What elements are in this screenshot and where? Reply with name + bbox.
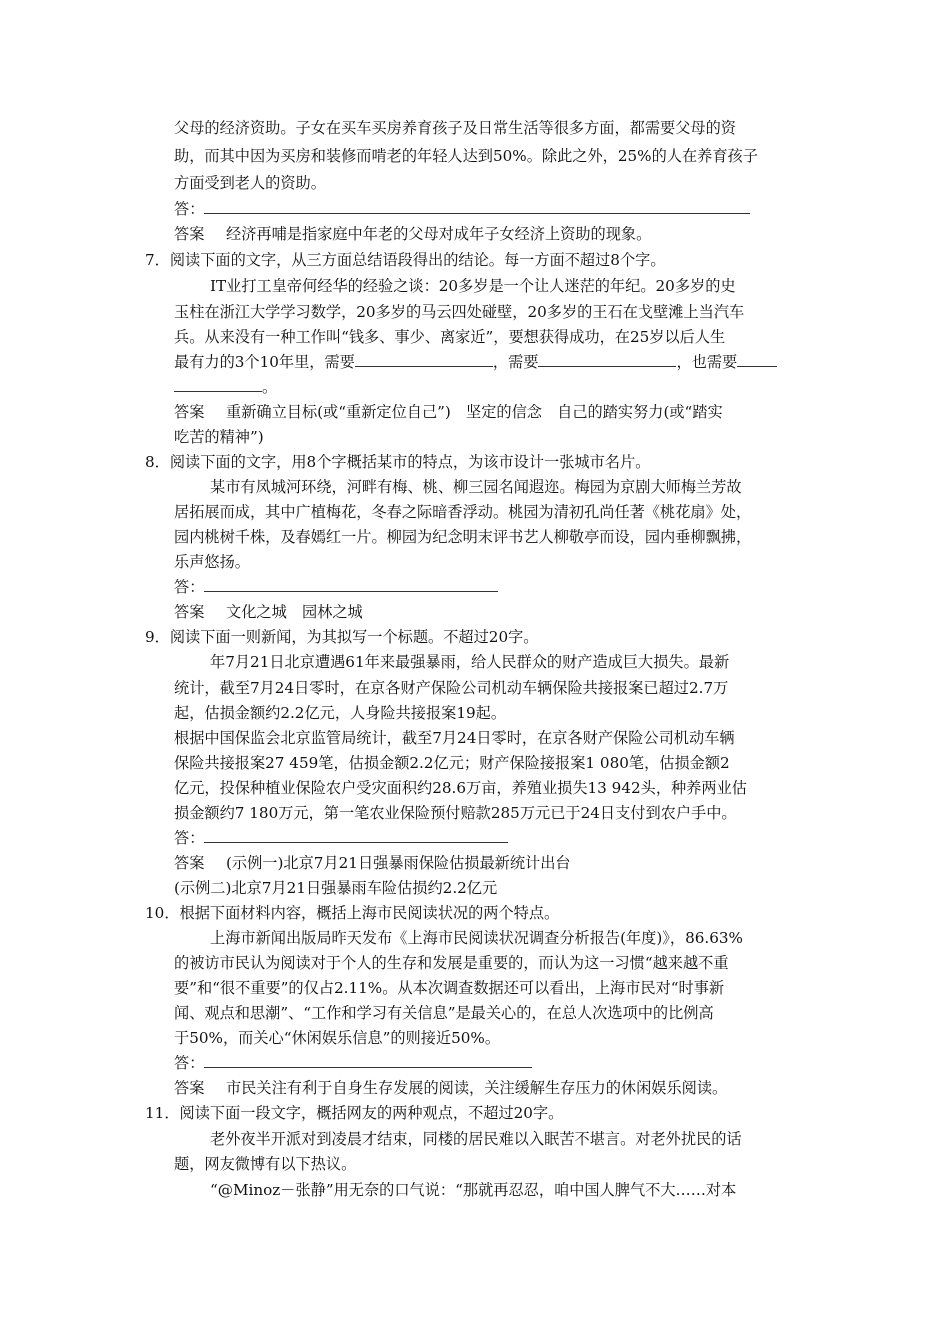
passage-text: ，需要 (492, 353, 539, 371)
answer-prompt-line (174, 826, 508, 850)
passage-line: “@Minoz－张静”用无奈的口气说：“那就再忍忍，咱中国人脾气不大……对本 (210, 1181, 737, 1199)
passage-text: 最有力的3个10年里，需要 (174, 353, 355, 371)
passage-line: 根据中国保监会北京监管局统计，截至7月24日零时，在京各财产保险公司机动车辆 (174, 729, 735, 747)
fill-blank-1[interactable] (355, 352, 493, 367)
passage-line: 亿元，投保种植业保险农户受灾面积约28.6万亩，养殖业损失13 942头，种养两业估 (174, 779, 747, 797)
passage-line: IT业打工皇帝何经华的经验之谈：20多岁是一个让人迷茫的年纪。20多岁的史 (210, 277, 736, 295)
passage-line: 题，网友微博有以下热议。 (174, 1155, 357, 1173)
answer-line (174, 600, 363, 624)
answer-prompt-line (174, 575, 498, 599)
passage-line: 居拓展而成，其中广植梅花，冬春之际暗香浮动。桃园为清初孔尚任著《桃花扇》处， (174, 503, 752, 521)
passage-line: 上海市新闻出版局昨天发布《上海市民阅读状况调查分析报告(年度)》，86.63% (210, 929, 743, 947)
answer-label: 答案 (174, 603, 205, 621)
answer-prompt: 答： (174, 578, 205, 596)
answer-label: 答案 (174, 403, 205, 421)
answer-blank[interactable] (204, 577, 498, 592)
paragraph-line: 父母的经济资助。子女在买车买房养育孩子及日常生活等很多方面，都需要父母的资 (174, 119, 736, 137)
question-7: 7．阅读下面的文字，从三方面总结语段得出的结论。每一方面不超过8个字。 (145, 251, 666, 269)
answer-blank[interactable] (204, 1053, 532, 1068)
paragraph-line: 方面受到老人的资助。 (174, 174, 326, 192)
passage-text: 。 (262, 378, 278, 396)
passage-line: 乐声悠扬。 (174, 553, 250, 571)
passage-line: 统计，截至7月24日零时，在京各财产保险公司机动车辆保险共接报案已超过2.7万 (174, 679, 729, 697)
paragraph-line: 助，而其中因为买房和装修而啃老的年轻人达到50%。除此之外，25%的人在养育孩子 (174, 147, 758, 165)
answer-line (174, 851, 571, 875)
answer-prompt-line (174, 1051, 532, 1075)
answer-blank[interactable] (204, 828, 508, 843)
fill-blank-3a[interactable] (737, 352, 777, 367)
answer-line (174, 400, 723, 424)
answer-line: (示例二)北京7月21日强暴雨车险估损约2.2亿元 (174, 879, 498, 897)
question-10: 10．根据下面材料内容，概括上海市民阅读状况的两个特点。 (145, 904, 560, 922)
answer-prompt: 答： (174, 1054, 205, 1072)
answer-label: 答案 (174, 854, 205, 872)
answer-text: 经济再哺是指家庭中年老的父母对成年子女经济上资助的现象。 (226, 225, 652, 243)
question-11: 11．阅读下面一段文字，概括网友的两种观点，不超过20字。 (145, 1104, 564, 1122)
passage-line: 年7月21日北京遭遇61年来最强暴雨，给人民群众的财产造成巨大损失。最新 (210, 653, 730, 671)
passage-line: 保险共接报案27 459笔，估损金额2.2亿元；财产保险接报案1 080笔，估损金额2 (174, 754, 730, 772)
answer-text: 文化之城 园林之城 (226, 603, 363, 621)
passage-line: 玉柱在浙江大学学习数学，20多岁的马云四处碰壁，20多岁的王石在戈壁滩上当汽车 (174, 303, 745, 321)
answer-line (174, 222, 651, 246)
answer-text: 重新确立目标(或“重新定位自己”) 坚定的信念 自己的踏实努力(或“踏实 (226, 403, 723, 421)
passage-line: 园内桃树千株，及春嫣红一片。柳园为纪念明末评书艺人柳敬亭而设，园内垂柳飘拂， (174, 528, 752, 546)
answer-prompt: 答： (174, 200, 205, 218)
passage-text: ，也需要 (676, 353, 738, 371)
answer-line: 吃苦的精神”) (174, 428, 264, 446)
answer-line (174, 1076, 727, 1100)
passage-line: 要”和“很不重要”的仅占2.11%。从本次调查数据还可以看出，上海市民对“时事新 (174, 979, 725, 997)
passage-line: 兵。从来没有一种工作叫“钱多、事少、离家近”，要想获得成功，在25岁以后人生 (174, 328, 726, 346)
answer-label: 答案 (174, 225, 205, 243)
answer-text: 市民关注有利于自身生存发展的阅读，关注缓解生存压力的休闲娱乐阅读。 (226, 1079, 728, 1097)
passage-line: 闻、观点和思潮”、“工作和学习有关信息”是最关心的，在总人次选项中的比例高 (174, 1004, 714, 1022)
passage-line-with-blanks (174, 375, 277, 399)
passage-line: 老外夜半开派对到凌晨才结束，同楼的居民难以入眠苦不堪言。对老外扰民的话 (210, 1130, 742, 1148)
fill-blank-3b[interactable] (174, 377, 262, 392)
answer-blank[interactable] (204, 199, 750, 214)
question-8: 8．阅读下面的文字，用8个字概括某市的特点，为该市设计一张城市名片。 (145, 453, 651, 471)
passage-line: 起，估损金额约2.2亿元，人身险共接报案19起。 (174, 704, 507, 722)
answer-label: 答案 (174, 1079, 205, 1097)
passage-line-with-blanks (174, 350, 777, 374)
passage-line: 某市有凤城河环绕，河畔有梅、桃、柳三园名闻遐迩。梅园为京剧大师梅兰芳故 (210, 478, 742, 496)
fill-blank-2[interactable] (538, 352, 676, 367)
question-9: 9．阅读下面一则新闻，为其拟写一个标题。不超过20字。 (145, 628, 539, 646)
answer-prompt: 答： (174, 829, 205, 847)
passage-line: 的被访市民认为阅读对于个人的生存和发展是重要的，而认为这一习惯“越来越不重 (174, 954, 729, 972)
passage-line: 损金额约7 180万元，第一笔农业保险预付赔款285万元已于24日支付到农户手中。 (174, 804, 737, 822)
answer-prompt-line (174, 197, 750, 221)
passage-line: 于50%，而关心“休闲娱乐信息”的则接近50%。 (174, 1029, 501, 1047)
answer-text: (示例一)北京7月21日强暴雨保险估损最新统计出台 (226, 854, 571, 872)
